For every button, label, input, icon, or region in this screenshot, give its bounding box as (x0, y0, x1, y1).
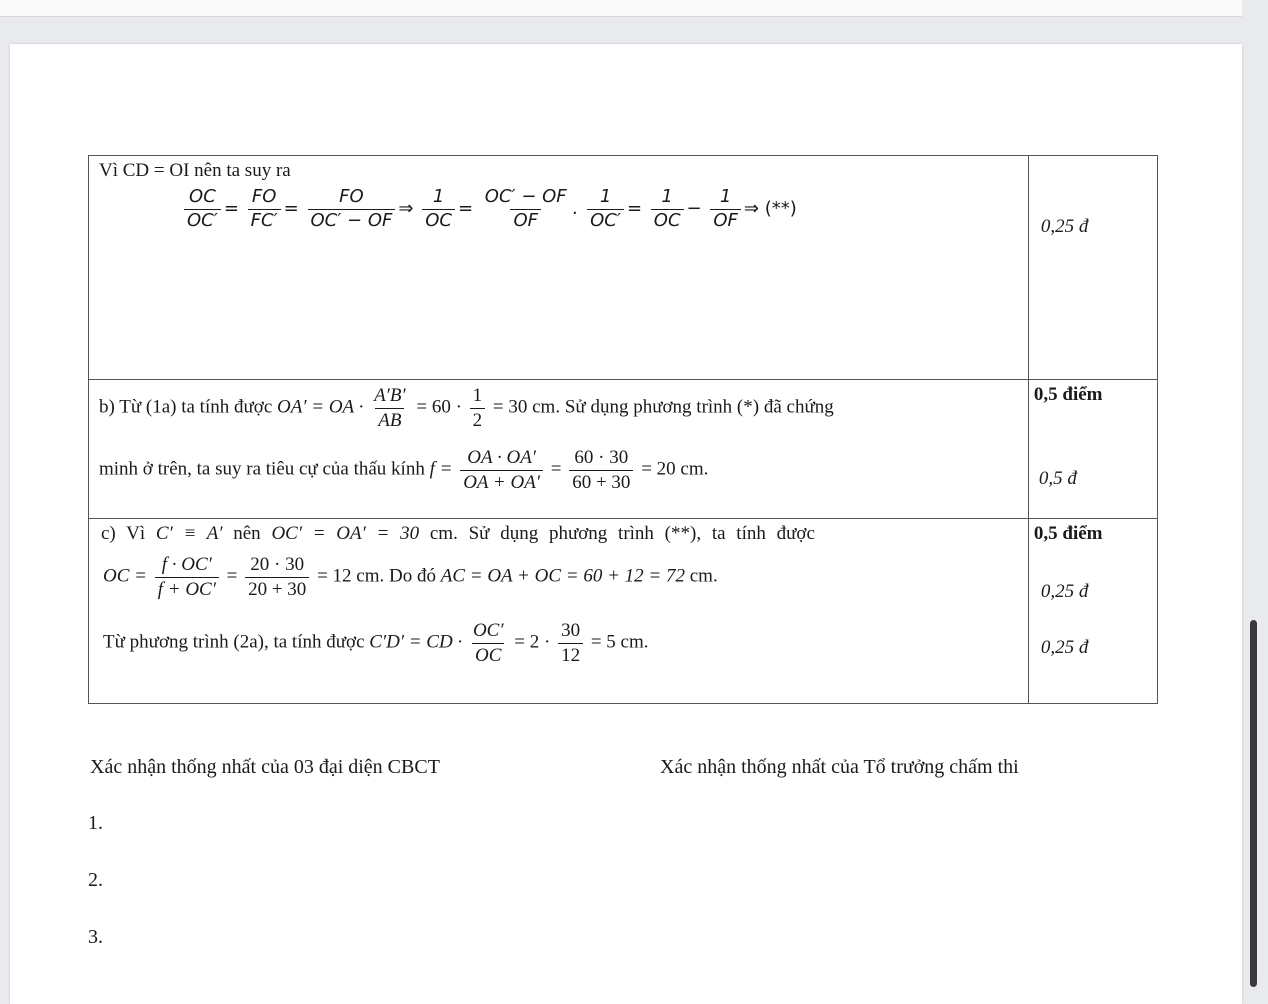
row3-line3: Từ phương trình (2a), ta tính được C′D′ = CD · $\frac{OC'}{OC}$ = 2 · $\frac{30}{12}$ = 5 cm. (103, 620, 649, 666)
row3-line1: c) Vì C′ ≡ A′ nên OC′ = OA′ = 30 cm. Sử dụng phương trình (**), ta tính được (101, 523, 815, 544)
row2-line2: minh ở trên, ta suy ra tiêu cự của thấu kính f = $\frac{OA \cdot OA'}{OA + OA'}$ = $\frac{60 \cdot 30}{60 + 30}$ = 20 cm. (99, 447, 709, 493)
table-row (89, 519, 1158, 704)
score-title: 0,5 điểm (1033, 523, 1103, 544)
score-title: 0,5 điểm (1033, 384, 1103, 405)
list-item: 2. (88, 869, 103, 891)
score-cell (1028, 519, 1157, 704)
content-cell (89, 156, 1029, 380)
list-item: 1. (88, 812, 103, 834)
content-cell (89, 519, 1029, 704)
row1-intro: Vì CD = OI nên ta suy ra (99, 160, 291, 181)
score-value: 0,25 đ (1040, 637, 1089, 658)
footer-right-confirmation: Xác nhận thống nhất của Tổ trưởng chấm thi (660, 756, 1019, 778)
row1-equation: $\frac{OC}{OC'}$ = $\frac{FO}{FC'}$ = $\frac{FO}{OC' - OF}$ ⇒ $\frac{1}{OC}$ = $\frac{OC' - OF}{OF}$ . $\frac{1}{OC'}$ = $\frac{1}{OC}$ − $\frac{1}{OF}$ ⇒ (**) (181, 186, 797, 232)
scrollbar-thumb[interactable] (1250, 620, 1257, 987)
row2-line1: b) Từ (1a) ta tính được OA′ = OA · $\frac{A'B'}{AB}$ = 60 · $\frac{1}{2}$ = 30 cm. Sử dụng phương trình (*) đã chứng (99, 385, 834, 431)
score-value: 0,25 đ (1040, 216, 1089, 237)
score-cell (1028, 380, 1157, 519)
table-row (89, 380, 1158, 519)
score-value: 0,25 đ (1040, 581, 1089, 602)
score-value: 0,5 đ (1038, 468, 1077, 489)
score-cell (1028, 156, 1157, 380)
document-page (10, 44, 1242, 1004)
list-item: 3. (88, 926, 103, 948)
footer-left-confirmation: Xác nhận thống nhất của 03 đại diện CBCT (90, 756, 440, 778)
table-row (89, 156, 1158, 380)
previous-page-edge (0, 0, 1242, 17)
row3-line2: OC = $\frac{f \cdot OC'}{f + OC'}$ = $\frac{20 \cdot 30}{20 + 30}$ = 12 cm. Do đó AC = OA + OC = 60 + 12 = 72 cm. (103, 554, 718, 600)
grading-table (88, 155, 1158, 704)
content-cell (89, 380, 1029, 519)
